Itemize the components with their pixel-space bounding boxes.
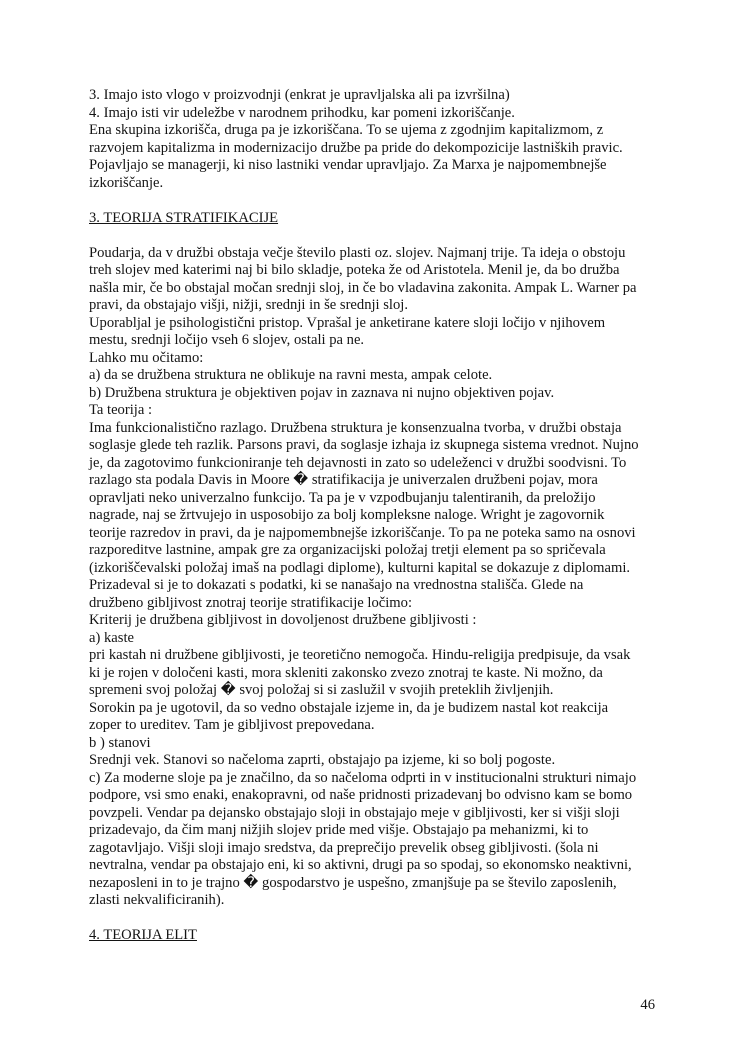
paragraph (89, 245, 674, 910)
text-line: Kriterij je družbena gibljivost in dovoljenost družbene gibljivosti : (89, 612, 477, 628)
text-line: razvojem kapitalizma in modernizacijo družbe pa pride do dekompozicije lastniških pravic. (89, 139, 623, 156)
text-line: podpore, vsi smo enaki, enakopravni, od naše pridnosti prizadevanj bo odvisno kam se bomo (89, 787, 633, 803)
text-line: b ) stanovi (89, 734, 151, 751)
text-line: Ta teorija : (89, 402, 152, 418)
text-line: b) Družbena struktura je objektiven pojav in zaznava ni nujno objektiven pojav. (89, 384, 555, 401)
text-line: spremeni svoj položaj � svoj položaj si si zaslužil v svojih preteklih življenjih. (89, 682, 554, 698)
text-line: zagotavljajo. Višji sloji imajo sredstva, da preprečijo prevelik obseg gibljivosti. (šola ni (89, 839, 599, 856)
text-line: je, da zagotovimo funkcioniranje teh dejavnosti in zato so udeleženci v družbi soodvisni. To (89, 454, 627, 471)
text-line: Lahko mu očitamo: (89, 349, 204, 366)
text-line: razporeditve lastnine, ampak gre za organizacijski položaj tretji element pa so spričevala (89, 542, 606, 558)
text-line: Uporabljal je psihologistični pristop. Vprašal je anketirane katere sloji ločijo v njihovem (89, 314, 606, 331)
text-line: opravljati neko univerzalno funkcijo. Ta pa je v vzpodbujanju talentiranih, da preložijo (89, 489, 596, 506)
text-line: ki je rojen v določeni kasti, mora skleniti zakonsko zvezo znotraj te kaste. Ni možno, da (89, 664, 603, 681)
text-line: Prizadeval si je to dokazati s podatki, ki se nanašajo na vrednostna stališča. Glede na (89, 577, 584, 593)
text-line: Poudarja, da v družbi obstaja večje število plasti oz. slojev. Najmanj trije. Ta ideja o obstoju (89, 244, 626, 261)
text-line: nagrade, naj se žrtvujejo in usposobijo za bolj kompleksne naloge. Wright je zagovornik (89, 507, 605, 523)
text-line: teorije razredov in pravi, da je najpomembnejše izkoriščanje. To pa ne poteka samo na osnovi (89, 524, 636, 541)
text-line: a) kaste (89, 629, 134, 646)
text-line: 4. Imajo isti vir udeležbe v narodnem prihodku, kar pomeni izkoriščanje. (89, 104, 515, 121)
text-line: prizadevajo, da čim manj nižjih slojev pride med višje. Obstajajo pa mehanizmi, ki to (89, 822, 589, 838)
text-line: soglasje glede teh razlik. Parsons pravi, da soglasje izhaja iz skupnega sistema vrednot. Nujno (89, 437, 639, 453)
page-number: 46 (640, 997, 655, 1013)
text-line: našla mir, če bo obstajal močan srednji sloj, in če bo vladavina zakonita. Ampak L. Warner pa (89, 279, 637, 296)
text-line: povzpeli. Vendar pa dejansko obstajajo sloji in obstajajo meje v gibljivosti, ker si višji sloji (89, 804, 620, 821)
text-line: pri kastah ni družbene gibljivosti, je teoretično nemogoča. Hindu-religija predpisuje, da vsak (89, 647, 631, 663)
text-line: (izkoriščevalski položaj imaš na podlagi diplome), kulturni kapital se dokazuje z diplomami. (89, 559, 631, 576)
text-line: mestu, srednji ločijo vseh 6 slojev, ostali pa ne. (89, 332, 365, 348)
text-line: Ima funkcionalistično razlago. Družbena struktura je konsenzualna tvorba, v družbi obstaja (89, 419, 622, 436)
text-line: Srednji vek. Stanovi so načeloma zaprti, obstajajo pa izjeme, ki so bolj pogoste. (89, 752, 556, 768)
section-heading: 4. TEORIJA ELIT (89, 927, 197, 943)
text-line: družbeno gibljivost znotraj teorije stratifikacije ločimo: (89, 594, 412, 611)
text-line: 3. Imajo isto vlogo v proizvodnji (enkrat je upravljalska ali pa izvršilna) (89, 87, 510, 103)
text-line: Pojavljajo se managerji, ki niso lastniki vendar upravljajo. Za Marxa je najpomembnejše (89, 157, 607, 173)
text-line: zoper to ureditev. Tam je gibljivost prepovedana. (89, 717, 375, 733)
text-line: a) da se družbena struktura ne oblikuje na ravni mesta, ampak celote. (89, 367, 493, 383)
text-line: pravi, da obstajajo višji, nižji, srednji in še srednji sloj. (89, 297, 408, 313)
document-body (89, 87, 674, 962)
text-line: razlago sta podala Davis in Moore � stratifikacija je univerzalen družbeni pojav, mora (89, 472, 598, 488)
text-line: c) Za moderne sloje pa je značilno, da so načeloma odprti in v institucionalni strukturi nimajo (89, 769, 637, 786)
text-line: izkoriščanje. (89, 174, 164, 191)
text-line: zlasti nekvalificiranih). (89, 892, 225, 908)
text-line: Ena skupina izkorišča, druga pa je izkoriščana. To se ujema z zgodnjim kapitalizmom, z (89, 122, 604, 138)
paragraph (89, 87, 674, 192)
text-line: treh slojev med katerimi naj bi bilo skladje, poteka že od Aristotela. Menil je, da bo družba (89, 262, 620, 278)
section-heading: 3. TEORIJA STRATIFIKACIJE (89, 209, 279, 226)
text-line: nezaposleni in to je trajno � gospodarstvo je uspešno, zmanjšuje pa se število zaposlenih, (89, 874, 617, 891)
text-line: Sorokin pa je ugotovil, da so vedno obstajale izjeme in, da je budizem nastal kot reakcija (89, 699, 609, 716)
text-line: nevtralna, vendar pa obstajajo eni, ki so aktivni, drugi pa so spodaj, so ekonomsko neaktivni, (89, 857, 632, 873)
